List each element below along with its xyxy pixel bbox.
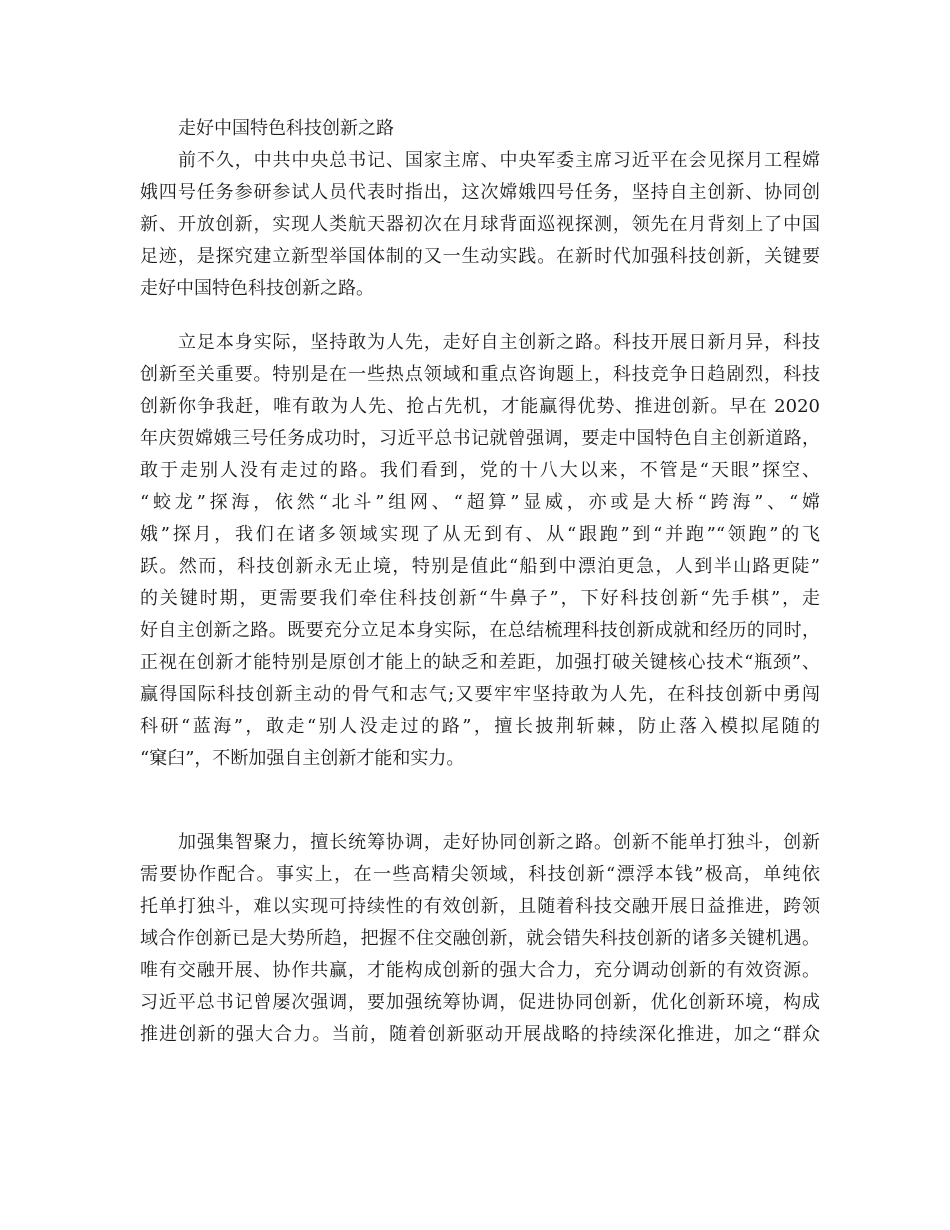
text-line: 正视在创新才能特别是原创才能上的缺乏和差距，加强打破关键核心技术“瓶颈”、 xyxy=(140,652,820,673)
paragraph-3 xyxy=(140,827,820,1051)
text-line: 前不久，中共中央总书记、国家主席、中央军委主席习近平在会见探月工程嫦 xyxy=(178,150,820,171)
text-line: 推进创新的强大合力。当前，随着创新驱动开展战略的持续深化推进，加之“群众 xyxy=(140,1024,820,1045)
text-line: 创新至关重要。特别是在一些热点领域和重点咨询题上，科技竞争日趋剧烈，科技 xyxy=(140,364,820,385)
text-line: 加强集智聚力，擅长统筹协调，走好协同创新之路。创新不能单打独斗，创新 xyxy=(178,832,820,853)
text-line: 娥四号任务参研参试人员代表时指出，这次嫦娥四号任务，坚持自主创新、协同创 xyxy=(140,182,820,203)
text-line: 足迹，是探究建立新型举国体制的又一生动实践。在新时代加强科技创新，关键要 xyxy=(140,246,820,267)
text-line: 跃。然而，科技创新永无止境，特别是值此“船到中漂泊更急，人到半山路更陡” xyxy=(140,556,820,577)
text-line: 的关键时期，更需要我们牵住科技创新“牛鼻子”，下好科技创新“先手棋”，走 xyxy=(140,588,820,609)
text-line: 年庆贺嫦娥三号任务成功时，习近平总书记就曾强调，要走中国特色自主创新道路， xyxy=(140,428,820,449)
text-line: 走好中国特色科技创新之路。 xyxy=(140,278,374,299)
text-line: 好自主创新之路。既要充分立足本身实际，在总结梳理科技创新成就和经历的同时， xyxy=(140,620,820,641)
text-line: 赢得国际科技创新主动的骨气和志气;又要牢牢坚持敢为人先，在科技创新中勇闯 xyxy=(140,684,820,705)
text-line: 科研“蓝海”，敢走“别人没走过的路”，擅长披荆斩棘，防止落入模拟尾随的 xyxy=(140,716,820,737)
paragraph-2 xyxy=(140,327,820,775)
text-line: “窠臼”，不断加强自主创新才能和实力。 xyxy=(140,748,465,769)
text-line: 敢于走别人没有走过的路。我们看到，党的十八大以来，不管是“天眼”探空、 xyxy=(140,460,820,481)
text-line: 娥”探月，我们在诸多领域实现了从无到有、从“跟跑”到“并跑”“领跑”的飞 xyxy=(140,524,820,545)
text-line: 新、开放创新，实现人类航天器初次在月球背面巡视探测，领先在月背刻上了中国 xyxy=(140,214,820,235)
text-line: 立足本身实际，坚持敢为人先，走好自主创新之路。科技开展日新月异，科技 xyxy=(178,332,820,353)
text-line: 域合作创新已是大势所趋，把握不住交融创新，就会错失科技创新的诸多关键机遇。 xyxy=(140,928,820,949)
text-line: “蛟龙”探海，依然“北斗”组网、“超算”显威，亦或是大桥“跨海”、“嫦 xyxy=(140,492,820,513)
text-line: 需要协作配合。事实上，在一些高精尖领域，科技创新“漂浮本钱”极高，单纯依 xyxy=(140,864,820,885)
text-line: 托单打独斗，难以实现可持续性的有效创新，且随着科技交融开展日益推进，跨领 xyxy=(140,896,820,917)
document-title: 走好中国特色科技创新之路 xyxy=(178,118,394,139)
paragraph-1 xyxy=(140,145,820,305)
text-line: 习近平总书记曾屡次强调，要加强统筹协调，促进协同创新，优化创新环境，构成 xyxy=(140,992,820,1013)
text-line: 创新你争我赶，唯有敢为人先、抢占先机，才能赢得优势、推进创新。早在 2020 xyxy=(140,396,820,417)
text-line: 唯有交融开展、协作共赢，才能构成创新的强大合力，充分调动创新的有效资源。 xyxy=(140,960,820,981)
